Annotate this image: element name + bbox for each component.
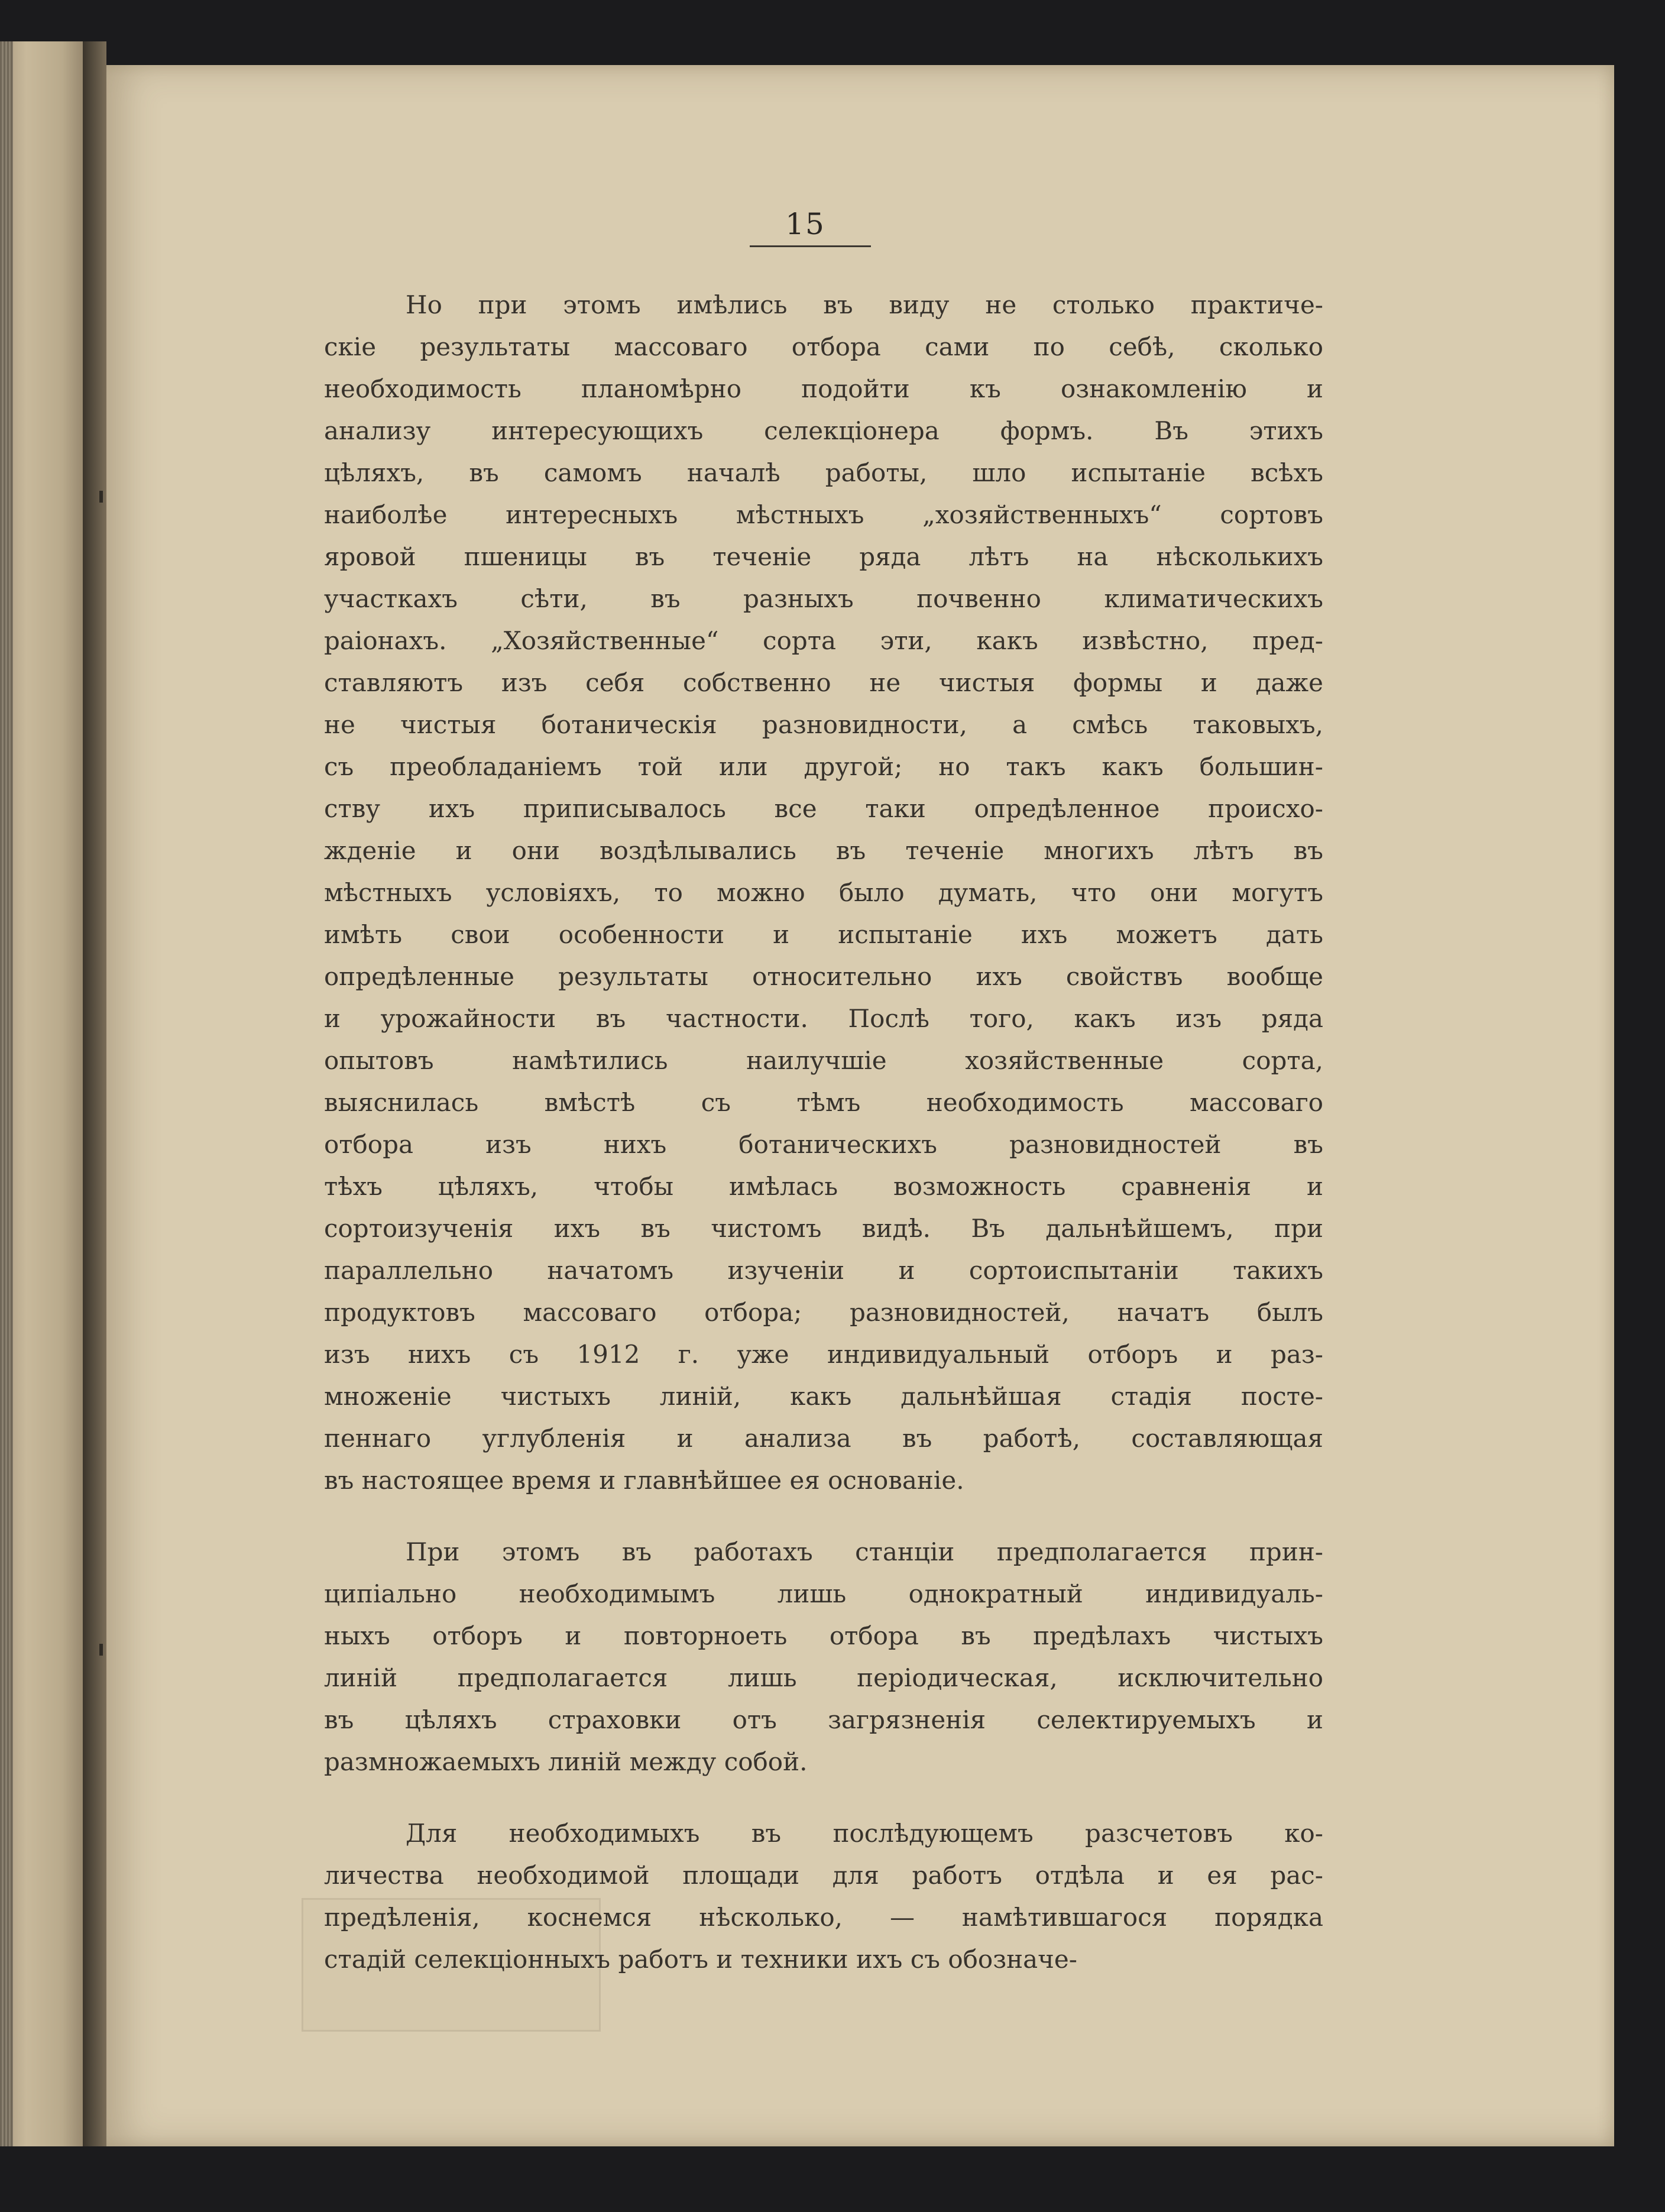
binding-mark (99, 1644, 103, 1656)
paragraph-gap (324, 1501, 1323, 1531)
text-line: въ настоящее время и главнѣйшее ея основаніе. (324, 1466, 964, 1495)
text-line: Но при этомъ имѣлись въ виду не столько практиче- (406, 290, 1323, 319)
text-line: ставляютъ изъ себя собственно не чистыя формы и даже (324, 668, 1323, 697)
text-line: отбора изъ нихъ ботаническихъ разновидностей въ (324, 1130, 1323, 1159)
text-line: необходимость планомѣрно подойти къ ознакомленію и (324, 374, 1323, 403)
text-line: имѣть свои особенности и испытаніе ихъ можетъ дать (324, 920, 1323, 949)
text-line: стадій селекціонныхъ работъ и техники ихъ съ обозначе- (324, 1945, 1077, 1974)
text-line: жденіе и они воздѣлывались въ теченіе многихъ лѣтъ въ (324, 836, 1323, 865)
text-line: ству ихъ приписывалось все таки опредѣленное происхо- (324, 794, 1323, 823)
text-line: наиболѣе интересныхъ мѣстныхъ „хозяйственныхъ“ сортовъ (324, 500, 1323, 529)
text-line: Для необходимыхъ въ послѣдующемъ разсчетовъ ко- (406, 1819, 1323, 1848)
facing-page-edge (0, 41, 89, 2146)
text-line: скіе результаты массоваго отбора сами по себѣ, сколько (324, 332, 1323, 361)
text-line: опредѣленные результаты относительно ихъ свойствъ вообще (324, 962, 1323, 991)
text-line: не чистыя ботаническія разновидности, а смѣсь таковыхъ, (324, 710, 1323, 739)
text-line: раіонахъ. „Хозяйственные“ сорта эти, какъ извѣстно, пред- (324, 626, 1323, 655)
body-text (324, 284, 1323, 1980)
text-line: линій предполагается лишь періодическая, исключительно (324, 1663, 1323, 1692)
page-number-rule (750, 245, 871, 247)
text-line: тѣхъ цѣляхъ, чтобы имѣлась возможность сравненія и (324, 1172, 1323, 1201)
text-line: При этомъ въ работахъ станціи предполагается прин- (406, 1537, 1323, 1566)
text-line: выяснилась вмѣстѣ съ тѣмъ необходимость массоваго (324, 1088, 1323, 1117)
text-line: цѣляхъ, въ самомъ началѣ работы, шло испытаніе всѣхъ (324, 458, 1323, 487)
text-line: участкахъ сѣти, въ разныхъ почвенно климатическихъ (324, 584, 1323, 613)
paragraph-gap (324, 1783, 1323, 1812)
text-line: анализу интересующихъ селекціонера формъ. Въ этихъ (324, 416, 1323, 445)
text-line: изъ нихъ съ 1912 г. уже индивидуальный отборъ и раз- (324, 1340, 1323, 1369)
page-number: 15 (785, 207, 825, 241)
text-line: размножаемыхъ линій между собой. (324, 1747, 808, 1776)
text-line: опытовъ намѣтились наилучшіе хозяйственные сорта, (324, 1046, 1323, 1075)
text-line: ныхъ отборъ и повторноеть отбора въ предѣлахъ чистыхъ (324, 1621, 1323, 1650)
text-line: множеніе чистыхъ линій, какъ дальнѣйшая стадія посте- (324, 1382, 1323, 1411)
text-line: личества необходимой площади для работъ отдѣла и ея рас- (324, 1861, 1323, 1890)
binding-mark (99, 491, 103, 503)
page-gutter (83, 41, 106, 2146)
text-line: ципіально необходимымъ лишь однократный индивидуаль- (324, 1579, 1323, 1608)
text-line: яровой пшеницы въ теченіе ряда лѣтъ на нѣсколькихъ (324, 542, 1323, 571)
text-line: параллельно начатомъ изученіи и сортоиспытаніи такихъ (324, 1256, 1323, 1285)
text-line: съ преобладаніемъ той или другой; но такъ какъ большин- (324, 752, 1323, 781)
text-line: въ цѣляхъ страховки отъ загрязненія селектируемыхъ и (324, 1705, 1323, 1734)
text-line: продуктовъ массоваго отбора; разновидностей, начатъ былъ (324, 1298, 1323, 1327)
text-line: мѣстныхъ условіяхъ, то можно было думать, что они могутъ (324, 878, 1323, 907)
text-line: пеннаго углубленія и анализа въ работѣ, составляющая (324, 1424, 1323, 1453)
text-line: и урожайности въ частности. Послѣ того, какъ изъ ряда (324, 1004, 1323, 1033)
book-cover-edge (0, 41, 13, 2146)
text-line: предѣленія, коснемся нѣсколько, — намѣтившагося порядка (324, 1903, 1323, 1932)
text-line: сортоизученія ихъ въ чистомъ видѣ. Въ дальнѣйшемъ, при (324, 1214, 1323, 1243)
